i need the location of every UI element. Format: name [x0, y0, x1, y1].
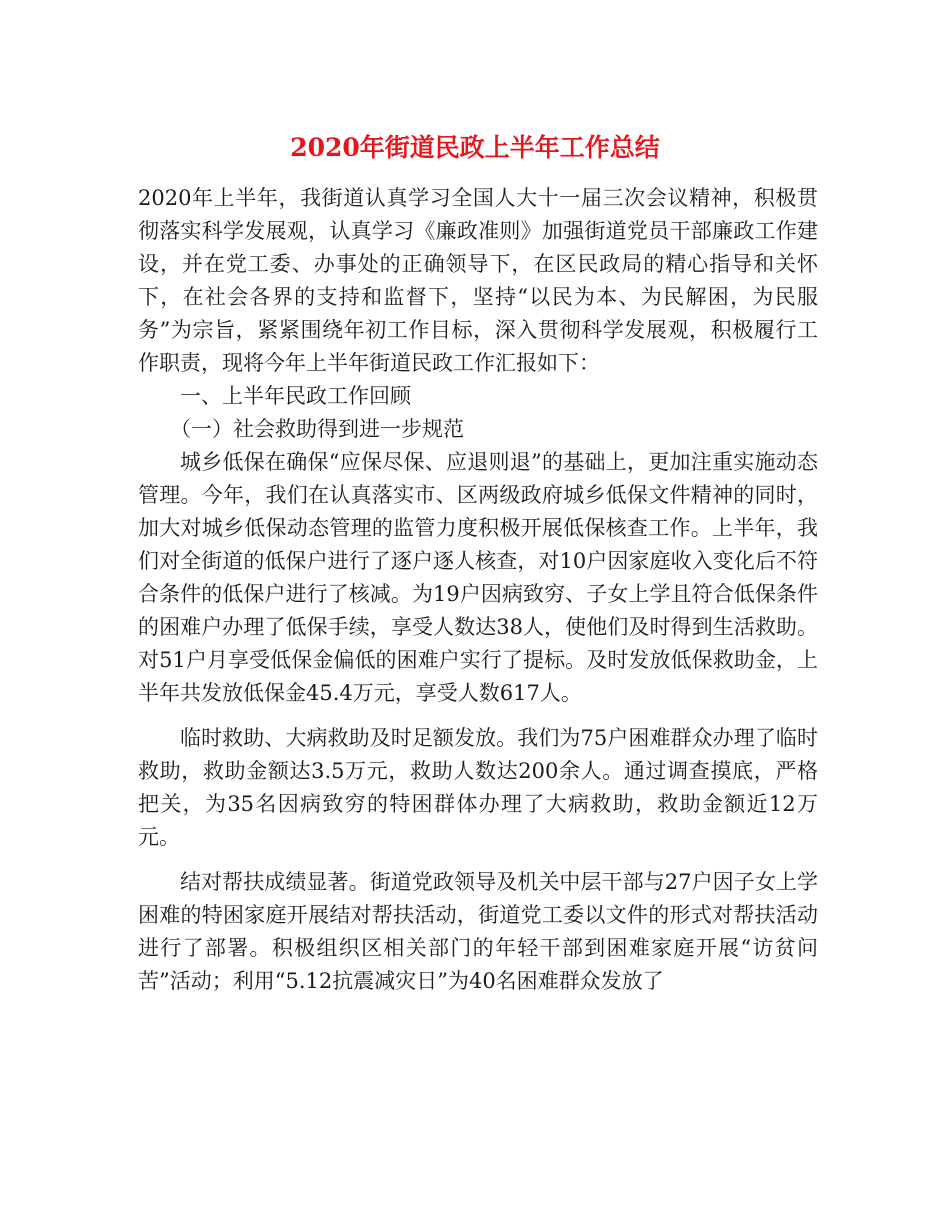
intro-paragraph: 2020年上半年，我街道认真学习全国人大十一届三次会议精神，积极贯彻落实科学发展观，认真学习《廉政准则》加强街道党员干部廉政工作建设，并在党工委、办事处的正确领导下，在区民政局的精心指导和关怀下，在社会各界的支持和监督下，坚持“以民为本、为民解困，为民服务”为宗旨，紧紧围绕年初工作目标，深入贯彻科学发展观，积极履行工作职责，现将今年上半年街道民政工作汇报如下：	[138, 186, 818, 375]
subsection-heading-social-aid: （一）社会救助得到进一步规范	[170, 417, 464, 441]
paragraph-temporary-aid: 临时救助、大病救助及时足额发放。我们为75户困难群众办理了临时救助，救助金额达3.5万元，救助人数达200余人。通过调查摸底，严格把关，为35名因病致穷的特困群体办理了大病救助，救助金额近12万元。	[138, 726, 818, 849]
section-heading-review: 一、上半年民政工作回顾	[180, 384, 411, 408]
paragraph-paired-assistance: 结对帮扶成绩显著。街道党政领导及机关中层干部与27户因子女上学困难的特困家庭开展结对帮扶活动，街道党工委以文件的形式对帮扶活动进行了部署。积极组织区相关部门的年轻干部到困难家庭开展“访贫问苦”活动；利用“5.12抗震减灾日”为40名困难群众发放了	[138, 870, 818, 993]
paragraph-dibao: 城乡低保在确保“应保尽保、应退则退”的基础上，更加注重实施动态管理。今年，我们在认真落实市、区两级政府城乡低保文件精神的同时，加大对城乡低保动态管理的监管力度积极开展低保核查工作。上半年，我们对全街道的低保户进行了逐户逐人核查，对10户因家庭收入变化后不符合条件的低保户进行了核减。为19户因病致穷、子女上学且符合低保条件的困难户办理了低保手续，享受人数达38人，使他们及时得到生活救助。对51户月享受低保金偏低的困难户实行了提标。及时发放低保救助金，上半年共发放低保金45.4万元，享受人数617人。	[138, 450, 818, 705]
document-title: 2020年街道民政上半年工作总结	[290, 133, 660, 162]
document-body	[138, 182, 818, 998]
